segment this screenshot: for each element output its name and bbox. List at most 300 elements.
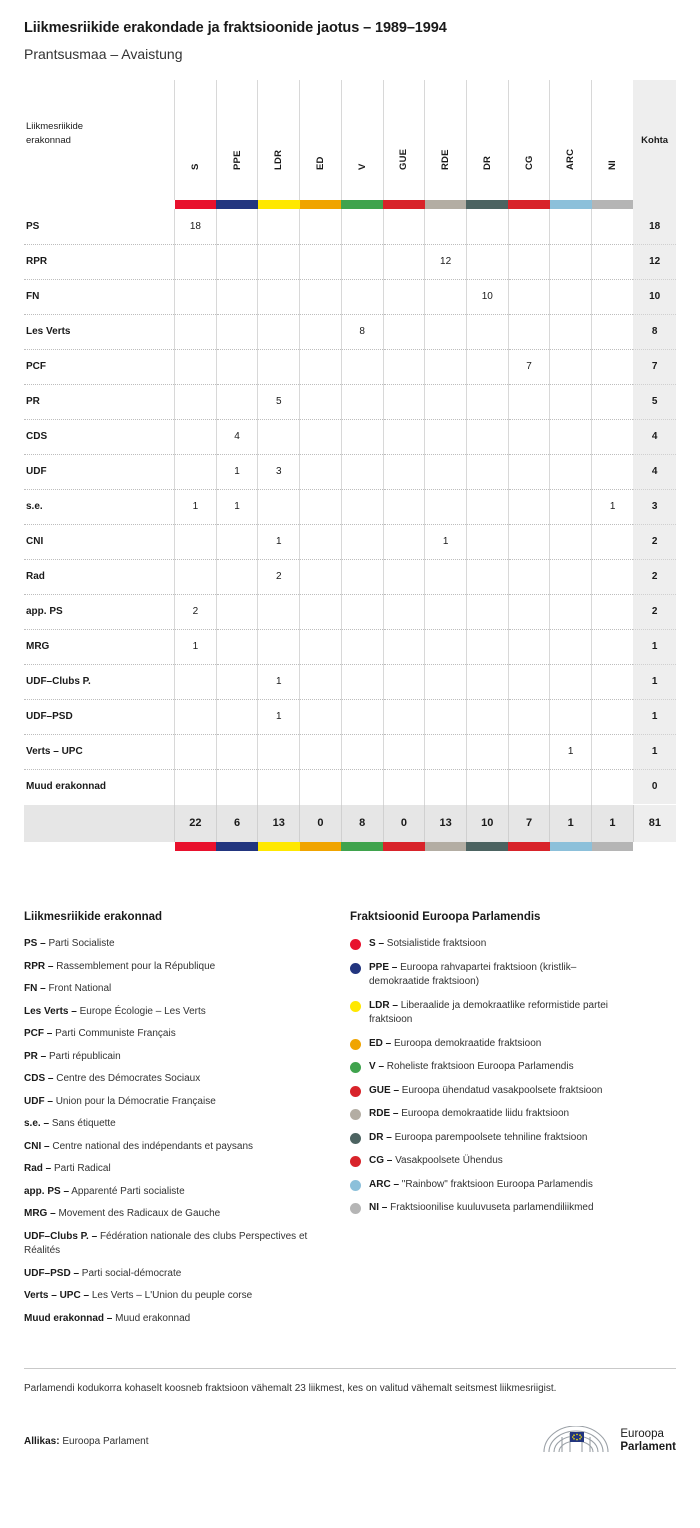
table-row [24,629,676,664]
column-header-rde [425,80,467,200]
row-party-name: Rad [24,559,175,594]
legend-color-dot-icon [350,1133,361,1144]
seat-cell [508,629,550,664]
color-swatch-dr [466,200,508,209]
row-party-name: Les Verts [24,314,175,349]
seat-cell [508,594,550,629]
seat-cell [175,244,217,279]
legend-group-item [350,1201,610,1216]
sum-cell: 13 [258,804,300,842]
row-total: 4 [633,419,676,454]
seat-cell [508,279,550,314]
legend-group-abbr: V – [369,1061,385,1072]
seat-cell [466,454,508,489]
color-swatch-bottom-arc [550,842,592,851]
legend-party-item [24,1162,326,1177]
row-header-label-cell [24,80,175,200]
legend-party-abbr: app. PS – [24,1185,70,1197]
legend-party-name: Parti social-démocrate [81,1267,182,1279]
seat-cell [258,734,300,769]
color-swatch-s [175,200,217,209]
legend-party-item [24,1072,326,1087]
legend-group-name: Vasakpoolsete Ühendus [395,1155,503,1166]
header [0,0,700,62]
seat-cell [216,629,258,664]
seat-cell [175,524,217,559]
legend-group-abbr: S – [369,938,385,949]
seat-cell: 2 [258,559,300,594]
seat-cell: 1 [216,489,258,524]
color-swatch-ni [592,200,634,209]
legend-group-abbr: DR – [369,1131,392,1143]
seat-cell: 8 [341,314,383,349]
legend-party-abbr: PS – [24,938,46,949]
seat-cell [508,244,550,279]
legend-party-item [24,1005,326,1020]
seat-cell [425,349,467,384]
seat-cell [508,699,550,734]
seat-cell [466,244,508,279]
seat-cell [216,594,258,629]
seat-cell [300,209,342,244]
legend-party-name: Parti républicain [49,1050,121,1062]
seat-cell [383,734,425,769]
sum-cell: 6 [216,804,258,842]
seat-cell [300,629,342,664]
seat-cell [258,349,300,384]
column-header-label: S [189,163,201,170]
legend-groups-title: Fraktsioonid Euroopa Parlamendis [350,911,541,923]
seat-cell [550,419,592,454]
seat-cell [175,664,217,699]
seat-cell [383,699,425,734]
column-header-total: Kohta [633,80,676,200]
table-row [24,279,676,314]
table-row [24,594,676,629]
legend-party-name: Sans étiquette [51,1118,116,1129]
legend-party-name: Les Verts – L'Union du peuple corse [91,1290,253,1301]
seat-cell [383,209,425,244]
column-header-ed [300,80,342,200]
legend-group-name: Euroopa rahvapartei fraktsioon (kristlik–demokraatide fraktsioon) [369,961,577,987]
row-party-name: UDF [24,454,175,489]
color-swatch-bottom-cg [508,842,550,851]
column-header-label: GUE [398,148,410,170]
seat-cell [341,349,383,384]
seat-cell [300,524,342,559]
legend-party-abbr: PCF – [24,1028,53,1039]
seat-cell [175,559,217,594]
seat-cell: 1 [258,664,300,699]
seat-cell [508,524,550,559]
row-total: 5 [633,384,676,419]
legend-party-item [24,1027,326,1042]
legend-party-item [24,1117,326,1132]
seat-cell [300,314,342,349]
column-header-gue [383,80,425,200]
grand-total: 81 [633,804,676,842]
footer-divider [24,1368,676,1369]
seat-cell [466,489,508,524]
sum-cell: 13 [425,804,467,842]
column-header-label: LDR [273,149,285,170]
legend-party-name: Fédération nationale des clubs Perspectives et Réalités [24,1230,308,1256]
sum-row-label [24,804,175,842]
seat-cell [175,419,217,454]
seat-cell [341,419,383,454]
seat-cell [466,629,508,664]
seat-cell [550,384,592,419]
row-party-name: MRG [24,629,175,664]
table-row [24,314,676,349]
legend-party-name: Union pour la Démocratie Française [55,1095,216,1107]
seat-cell [425,419,467,454]
column-header-ldr [258,80,300,200]
seat-cell [300,349,342,384]
row-total: 2 [633,524,676,559]
table-row [24,384,676,419]
seat-cell [300,454,342,489]
legend-party-item [24,1095,326,1110]
column-header-label: ARC [565,148,577,170]
legend-party-item [24,1207,326,1222]
row-party-name: CDS [24,419,175,454]
seat-cell [216,279,258,314]
row-party-name: PS [24,209,175,244]
legend-party-item [24,1267,326,1282]
seat-cell [300,769,342,804]
seat-cell [383,559,425,594]
seat-cell [592,734,634,769]
legend-group-abbr: ED – [369,1037,392,1049]
seat-cell [592,279,634,314]
seat-cell [258,769,300,804]
seat-cell [466,769,508,804]
legend-group-item [350,1131,610,1146]
column-header-label: RDE [440,149,452,170]
seat-cell [175,699,217,734]
seat-cell [508,734,550,769]
row-total: 3 [633,489,676,524]
seat-cell [425,454,467,489]
seat-cell: 1 [216,454,258,489]
row-party-name: PCF [24,349,175,384]
legend-group-item [350,1178,610,1193]
legend-party-name: Centre national des indépendants et paysans [52,1140,254,1152]
european-parliament-logo [540,1426,676,1456]
seat-cell [550,699,592,734]
group-color-strip [24,200,676,209]
seat-cell [383,489,425,524]
sum-cell: 1 [550,804,592,842]
legend-group-name: Euroopa parempoolsete tehniline fraktsioon [394,1131,588,1143]
seat-cell [592,664,634,699]
seat-cell [466,594,508,629]
color-swatch-bottom-gue [383,842,425,851]
row-party-name: UDF–Clubs P. [24,664,175,699]
legend-group-item [350,1060,610,1075]
legend-party-abbr: Rad – [24,1163,52,1174]
logo-line-1: Euroopa [620,1427,664,1440]
legend-party-abbr: RPR – [24,960,54,972]
seat-cell [300,559,342,594]
legend-party-item [24,1230,326,1259]
seat-cell [341,699,383,734]
seat-cell [508,664,550,699]
color-swatch-ppe [216,200,258,209]
legend-party-name: Rassemblement pour la République [56,960,216,972]
seat-cell [175,314,217,349]
seat-cell [341,279,383,314]
color-swatch-bottom-rde [425,842,467,851]
row-total: 2 [633,559,676,594]
seat-cell [466,559,508,594]
seat-cell: 7 [508,349,550,384]
seat-cell [425,594,467,629]
group-color-strip-bottom [24,842,676,851]
legend-color-dot-icon [350,1109,361,1120]
seat-cell [550,524,592,559]
legend-party-abbr: CDS – [24,1073,54,1084]
legend-party-item [24,982,326,997]
sum-cell: 7 [508,804,550,842]
row-total: 10 [633,279,676,314]
sum-cell: 0 [300,804,342,842]
seat-cell [341,454,383,489]
table-row [24,664,676,699]
row-party-name: CNI [24,524,175,559]
seat-cell [383,384,425,419]
seat-cell [592,699,634,734]
page-title: Liikmesriikide erakondade ja fraktsioonide jaotus – 1989–1994 [24,20,447,36]
legend-color-dot-icon [350,939,361,950]
legend-party-item [24,1185,326,1200]
legend-group-item [350,1154,610,1169]
seat-cell: 12 [425,244,467,279]
legend-group-item [350,1107,610,1122]
footer-note: Parlamendi kodukorra kohaselt koosneb fraktsioon vähemalt 23 liikmest, kes on valitud vähemalt seitsmest liikmesriigist. [24,1383,557,1394]
seat-cell [341,629,383,664]
color-swatch-ldr [258,200,300,209]
seat-cell [592,524,634,559]
legend-group-abbr: ARC – [369,1178,400,1190]
legend-party-name: Front National [48,983,112,994]
seat-cell [216,664,258,699]
seat-cell [425,769,467,804]
column-header-label: NI [607,160,619,170]
row-total: 12 [633,244,676,279]
legend-color-dot-icon [350,1180,361,1191]
color-swatch-bottom-ldr [258,842,300,851]
seat-cell [258,279,300,314]
seat-cell [383,419,425,454]
page-subtitle: Prantsusmaa – Avaistung [24,46,183,62]
legend-party-abbr: UDF–Clubs P. – [24,1230,98,1242]
seat-cell [300,664,342,699]
seat-cell [425,384,467,419]
seat-cell [175,384,217,419]
table-row [24,489,676,524]
seat-cell [258,629,300,664]
seat-cell [425,664,467,699]
row-total: 1 [633,699,676,734]
legend-group-name: Roheliste fraktsioon Euroopa Parlamendis [386,1061,574,1072]
seat-cell [592,769,634,804]
seat-cell [425,629,467,664]
seat-cell [341,384,383,419]
table-total-row [24,804,676,842]
legend-group-name: "Rainbow" fraktsioon Euroopa Parlamendis [401,1178,593,1190]
seat-cell [466,419,508,454]
color-swatch-bottom-dr [466,842,508,851]
legend-group-name: Euroopa demokraatide liidu fraktsioon [401,1108,570,1119]
legend-group-abbr: NI – [369,1202,388,1213]
legend-group-name: Euroopa ühendatud vasakpoolsete fraktsioon [401,1084,603,1096]
legend-party-name: Parti Communiste Français [55,1028,176,1039]
seat-cell: 4 [216,419,258,454]
row-total: 2 [633,594,676,629]
seat-cell [550,454,592,489]
legend-party-abbr: FN – [24,983,46,994]
column-header-ni [592,80,634,200]
seat-cell [550,209,592,244]
row-total: 1 [633,734,676,769]
legend-color-dot-icon [350,1086,361,1097]
color-swatch-bottom-ni [592,842,634,851]
seat-cell [425,489,467,524]
legend-party-name: Parti Socialiste [48,938,115,949]
legend-group-abbr: RDE – [369,1108,399,1119]
seat-cell [216,524,258,559]
row-party-name: Verts – UPC [24,734,175,769]
legend-group-item [350,961,610,990]
legend-party-abbr: MRG – [24,1208,56,1219]
table-row [24,419,676,454]
seat-cell [466,349,508,384]
seat-cell [383,664,425,699]
table-row [24,699,676,734]
legend-party-name: Movement des Radicaux de Gauche [58,1208,221,1219]
legend-color-dot-icon [350,1039,361,1050]
row-total: 1 [633,629,676,664]
column-header-s [175,80,217,200]
legend-color-dot-icon [350,1062,361,1073]
table-row [24,524,676,559]
legend-party-abbr: CNI – [24,1140,50,1152]
legend-group-abbr: LDR – [369,999,398,1011]
color-swatch-bottom-ppe [216,842,258,851]
column-header-cg [508,80,550,200]
legend-party-item [24,1140,326,1155]
seat-cell [175,769,217,804]
sum-cell: 8 [341,804,383,842]
seat-cell [383,769,425,804]
seat-cell [175,279,217,314]
seat-cell [383,244,425,279]
seat-cell: 5 [258,384,300,419]
column-header-label: CG [523,155,535,170]
logo-line-2: Parlament [620,1441,676,1453]
seat-cell [550,489,592,524]
seat-cell [258,244,300,279]
row-total: 1 [633,664,676,699]
seat-cell [592,594,634,629]
seat-cell [425,559,467,594]
seat-cell [216,559,258,594]
legend-party-abbr: UDF–PSD – [24,1267,80,1279]
column-header-label: ED [314,156,326,170]
seat-cell: 1 [550,734,592,769]
legend-group-item [350,937,610,952]
legend-group-name: Sotsialistide fraktsioon [386,938,487,949]
seat-cell: 1 [258,699,300,734]
source-label: Allikas: [24,1435,60,1447]
seat-cell [175,454,217,489]
seat-cell [425,314,467,349]
seat-cell [341,769,383,804]
logo-wordmark [620,1428,676,1454]
legend-party-item [24,1289,326,1304]
row-total: 7 [633,349,676,384]
seat-cell [216,314,258,349]
legend-party-abbr: s.e. – [24,1118,50,1129]
legend-party-item [24,937,326,952]
seat-cell [341,594,383,629]
legend-group-abbr: PPE – [369,961,398,973]
seat-cell [592,349,634,384]
seat-cell [592,384,634,419]
seat-cell [216,769,258,804]
seat-cell [300,244,342,279]
seat-cell [300,384,342,419]
sum-cell: 1 [592,804,634,842]
table-row [24,244,676,279]
source [24,1436,149,1447]
seat-cell [383,629,425,664]
legend-group-item [350,1084,610,1099]
legend-group-name: Euroopa demokraatide fraktsioon [394,1037,542,1049]
seat-cell: 3 [258,454,300,489]
row-total: 8 [633,314,676,349]
table-row [24,209,676,244]
seat-cell [550,664,592,699]
seat-cell [550,349,592,384]
row-party-name: app. PS [24,594,175,629]
seat-cell [466,209,508,244]
seat-cell: 18 [175,209,217,244]
seat-cell [341,734,383,769]
color-swatch-rde [425,200,467,209]
legend-party-abbr: Verts – UPC – [24,1290,90,1301]
seat-cell [550,244,592,279]
legend-party-abbr: PR – [24,1050,47,1062]
source-value: Euroopa Parlament [62,1435,149,1447]
seat-cell: 2 [175,594,217,629]
seat-cell [383,594,425,629]
seat-cell [466,524,508,559]
seat-cell [550,594,592,629]
seat-cell [592,454,634,489]
seat-cell [300,594,342,629]
column-header-dr [466,80,508,200]
sum-cell: 10 [466,804,508,842]
column-header-label: DR [481,155,493,170]
seat-cell: 10 [466,279,508,314]
legend-party-item [24,1050,326,1065]
row-party-name: s.e. [24,489,175,524]
legend-party-item [24,960,326,975]
sum-cell: 0 [383,804,425,842]
